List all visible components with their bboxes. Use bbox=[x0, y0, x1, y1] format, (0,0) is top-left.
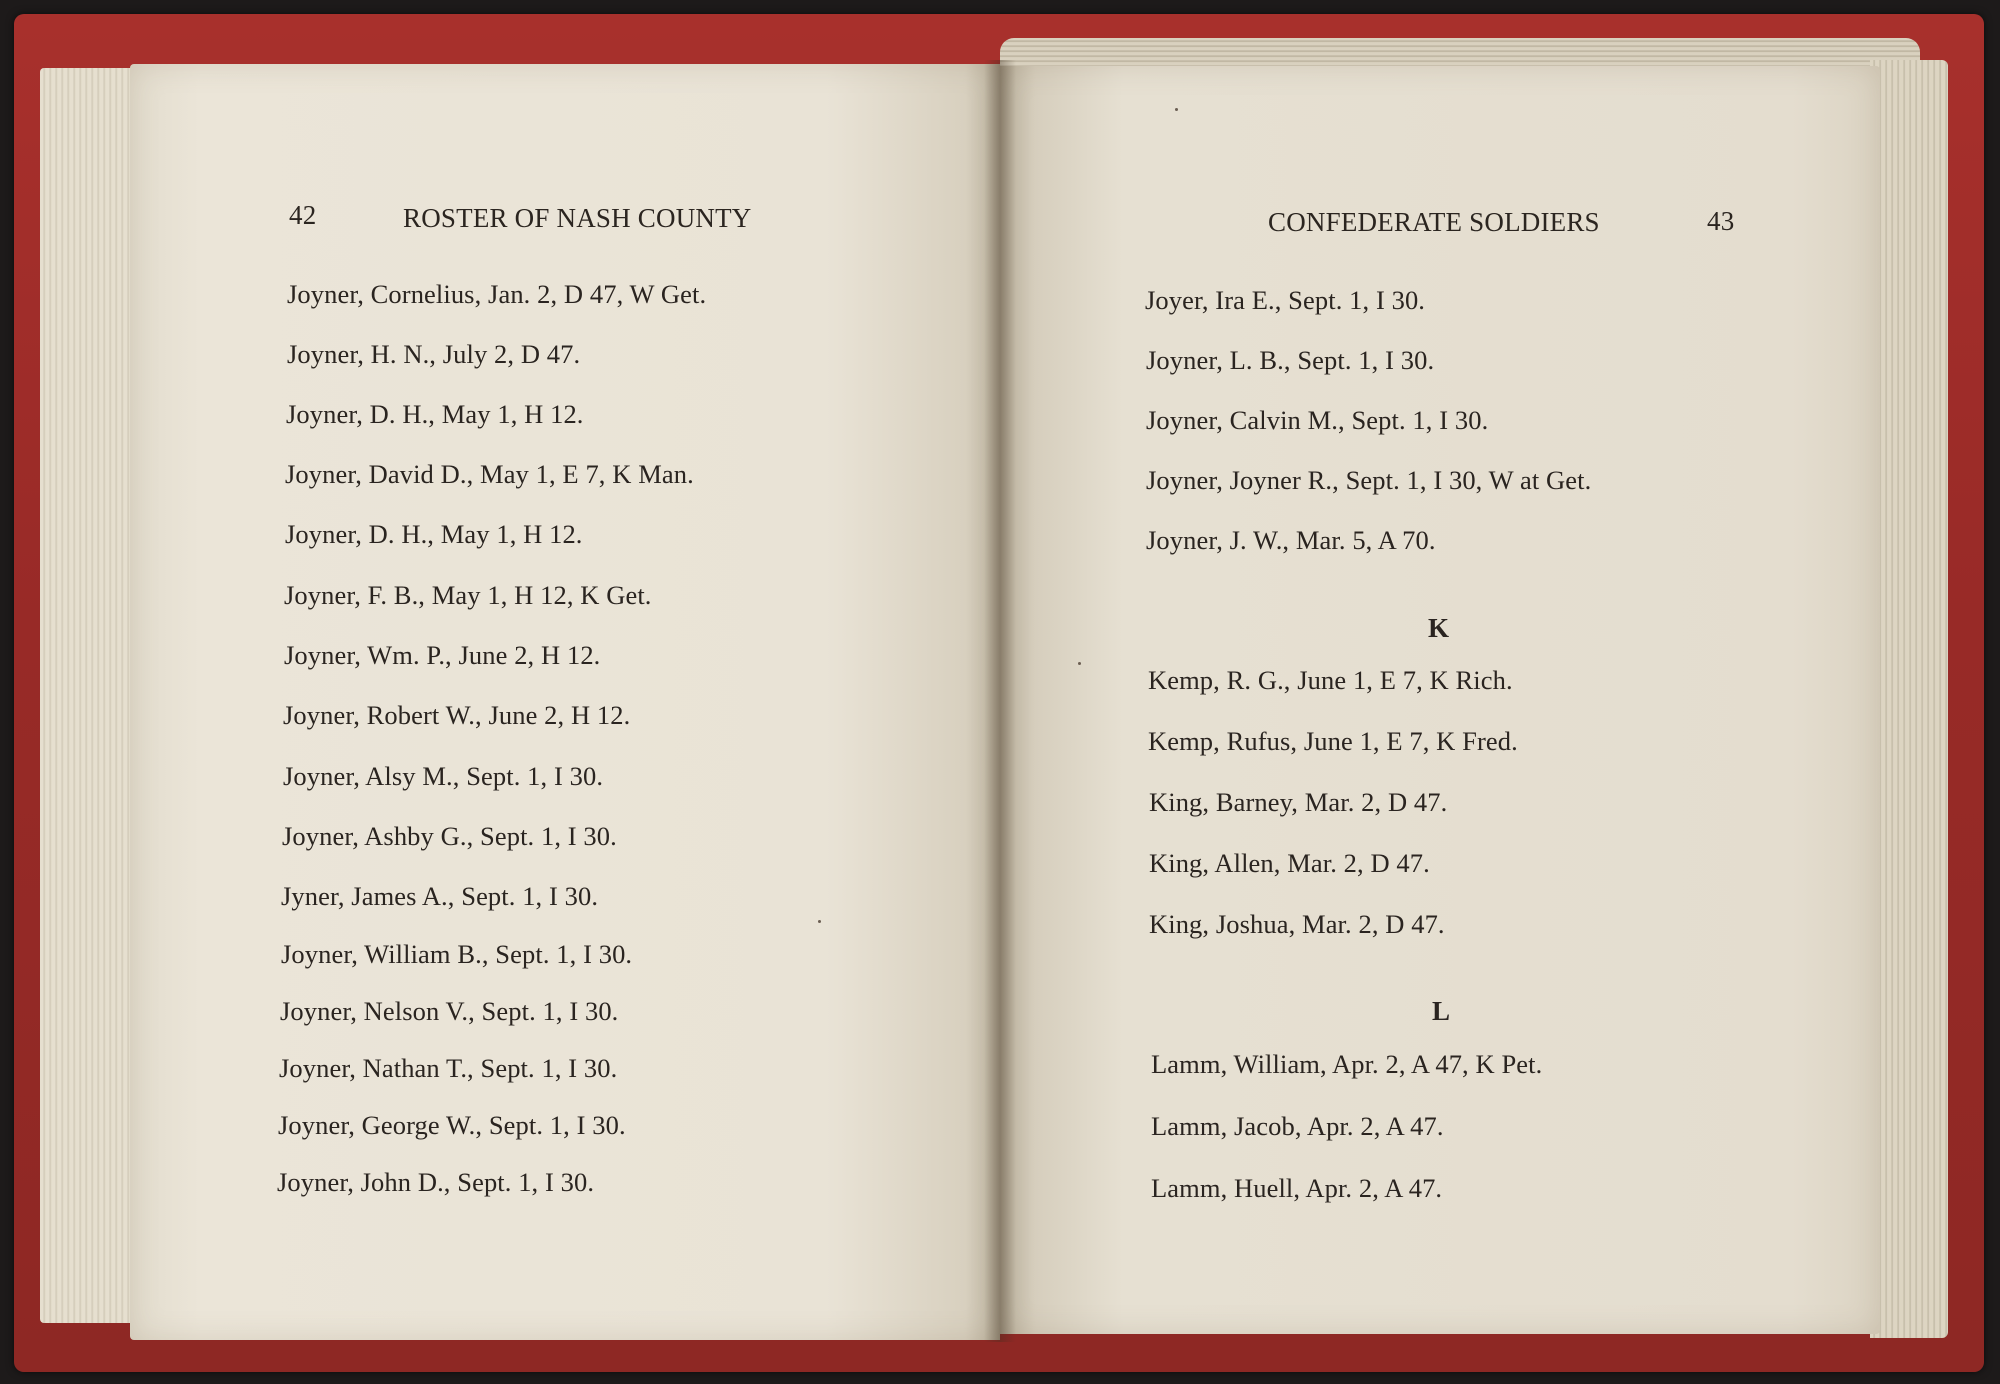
roster-entry: Joyer, Ira E., Sept. 1, I 30. bbox=[1145, 285, 1426, 315]
roster-entry: Lamm, Jacob, Apr. 2, A 47. bbox=[1151, 1111, 1444, 1141]
roster-entry: Joyner, Ashby G., Sept. 1, I 30. bbox=[282, 821, 617, 851]
section-letter-l: L bbox=[1432, 996, 1451, 1026]
roster-entry: Joyner, Nelson V., Sept. 1, I 30. bbox=[280, 996, 619, 1026]
left-running-head: ROSTER OF NASH COUNTY bbox=[403, 203, 752, 233]
roster-entry: King, Barney, Mar. 2, D 47. bbox=[1149, 787, 1448, 817]
roster-entry: Joyner, J. W., Mar. 5, A 70. bbox=[1146, 525, 1436, 555]
roster-entry: Joyner, Nathan T., Sept. 1, I 30. bbox=[279, 1053, 618, 1083]
roster-entry: Joyner, Wm. P., June 2, H 12. bbox=[284, 640, 601, 670]
roster-entry: Joyner, Alsy M., Sept. 1, I 30. bbox=[283, 761, 604, 791]
roster-entry: Joyner, Calvin M., Sept. 1, I 30. bbox=[1146, 405, 1489, 435]
roster-entry: Joyner, L. B., Sept. 1, I 30. bbox=[1146, 345, 1435, 375]
roster-entry: Lamm, Huell, Apr. 2, A 47. bbox=[1151, 1173, 1443, 1203]
roster-entry: Kemp, R. G., June 1, E 7, K Rich. bbox=[1148, 665, 1513, 695]
roster-entry: Kemp, Rufus, June 1, E 7, K Fred. bbox=[1148, 726, 1518, 756]
roster-entry: Joyner, H. N., July 2, D 47. bbox=[287, 339, 581, 369]
right-running-head: CONFEDERATE SOLDIERS bbox=[1268, 207, 1600, 237]
roster-entry: Joyner, Joyner R., Sept. 1, I 30, W at Get. bbox=[1146, 465, 1592, 495]
roster-entry: Joyner, John D., Sept. 1, I 30. bbox=[277, 1167, 595, 1197]
paper-speck bbox=[1175, 108, 1178, 111]
roster-entry: Lamm, William, Apr. 2, A 47, K Pet. bbox=[1151, 1049, 1543, 1079]
roster-entry: King, Joshua, Mar. 2, D 47. bbox=[1149, 909, 1445, 939]
roster-entry: King, Allen, Mar. 2, D 47. bbox=[1149, 848, 1430, 878]
paper-speck bbox=[1078, 662, 1081, 665]
roster-entry: Joyner, George W., Sept. 1, I 30. bbox=[278, 1110, 626, 1140]
roster-entry: Jyner, James A., Sept. 1, I 30. bbox=[281, 881, 599, 911]
paper-speck bbox=[818, 920, 821, 923]
right-page-number: 43 bbox=[1707, 206, 1735, 236]
right-page-edges bbox=[1870, 60, 1948, 1338]
roster-entry: Joyner, David D., May 1, E 7, K Man. bbox=[285, 459, 694, 489]
left-page-number: 42 bbox=[289, 200, 317, 230]
left-page-edges bbox=[40, 68, 140, 1323]
right-page bbox=[1000, 66, 1880, 1334]
roster-entry: Joyner, Robert W., June 2, H 12. bbox=[283, 700, 631, 730]
roster-entry: Joyner, William B., Sept. 1, I 30. bbox=[281, 939, 633, 969]
roster-entry: Joyner, F. B., May 1, H 12, K Get. bbox=[284, 580, 652, 610]
book-gutter bbox=[984, 60, 1016, 1342]
roster-entry: Joyner, D. H., May 1, H 12. bbox=[285, 519, 583, 549]
roster-entry: Joyner, D. H., May 1, H 12. bbox=[286, 399, 584, 429]
roster-entry: Joyner, Cornelius, Jan. 2, D 47, W Get. bbox=[287, 279, 707, 309]
section-letter-k: K bbox=[1428, 613, 1450, 643]
